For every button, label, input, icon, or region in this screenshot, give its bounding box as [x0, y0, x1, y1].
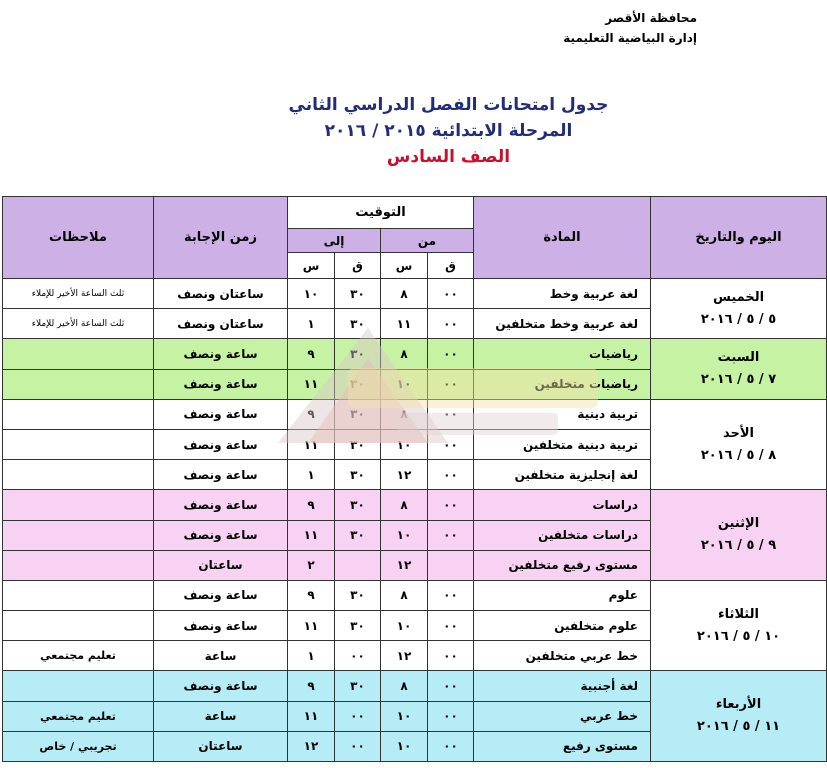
header-subject: المادة — [474, 197, 651, 279]
to-hour-cell: ٩ — [288, 339, 335, 369]
header-from-hour: س — [381, 253, 428, 279]
day-name: الخميس — [712, 289, 765, 305]
from-minute-cell: ٠٠ — [428, 279, 474, 309]
to-minute-cell: ٣٠ — [335, 611, 381, 641]
from-minute-cell: ٠٠ — [428, 731, 474, 761]
from-hour-cell: ١٢ — [381, 641, 428, 671]
from-minute-cell: ٠٠ — [428, 490, 474, 520]
header-from: من — [381, 229, 474, 253]
title-line-3: الصف السادس — [386, 147, 511, 167]
header-from-minute: ق — [428, 253, 474, 279]
subject-cell: تربية دينية متخلفين — [474, 429, 651, 459]
notes-cell — [3, 611, 154, 641]
notes-cell — [3, 520, 154, 550]
notes-cell — [3, 460, 154, 490]
notes-cell: تعليم مجتمعي — [3, 701, 154, 731]
header-answer-time: زمن الإجابة — [154, 197, 288, 279]
to-hour-cell: ٩ — [288, 490, 335, 520]
governorate-label: محافظة الأقصر — [605, 11, 697, 25]
day-date: ٩ / ٥ / ٢٠١٦ — [700, 538, 777, 554]
day-name: الثلاثاء — [718, 606, 759, 622]
to-minute-cell: ٠٠ — [335, 731, 381, 761]
notes-cell: ثلث الساعة الأخير للإملاء — [3, 309, 154, 339]
to-minute-cell: ٣٠ — [335, 369, 381, 399]
from-hour-cell: ١٠ — [381, 429, 428, 459]
from-hour-cell: ٨ — [381, 580, 428, 610]
to-minute-cell — [335, 550, 381, 580]
day-date: ١٠ / ٥ / ٢٠١٦ — [696, 628, 781, 644]
notes-cell — [3, 580, 154, 610]
from-hour-cell: ٨ — [381, 339, 428, 369]
subject-cell: لغة أجنبية — [474, 671, 651, 701]
to-hour-cell: ٩ — [288, 580, 335, 610]
to-minute-cell: ٣٠ — [335, 580, 381, 610]
to-minute-cell: ٣٠ — [335, 520, 381, 550]
from-hour-cell: ١٠ — [381, 701, 428, 731]
to-hour-cell: ١١ — [288, 701, 335, 731]
day-date-cell — [651, 671, 827, 762]
answer-time-cell: ساعة ونصف — [154, 490, 288, 520]
subject-cell: لغة إنجليزية متخلفين — [474, 460, 651, 490]
subject-cell: رياضيات — [474, 339, 651, 369]
from-minute-cell: ٠٠ — [428, 460, 474, 490]
title-line-1: جدول امتحانات الفصل الدراسي الثاني — [288, 95, 609, 115]
from-hour-cell: ٨ — [381, 490, 428, 520]
to-minute-cell: ٣٠ — [335, 490, 381, 520]
subject-cell: دراسات متخلفين — [474, 520, 651, 550]
from-minute-cell: ٠٠ — [428, 701, 474, 731]
table-row — [3, 490, 827, 520]
to-hour-cell: ١٢ — [288, 731, 335, 761]
notes-cell: تعليم مجتمعي — [3, 641, 154, 671]
to-minute-cell: ٠٠ — [335, 701, 381, 731]
day-date-cell — [651, 580, 827, 671]
from-minute-cell — [428, 550, 474, 580]
notes-cell — [3, 490, 154, 520]
to-minute-cell: ٠٠ — [335, 641, 381, 671]
table-row — [3, 671, 827, 701]
day-date: ٥ / ٥ / ٢٠١٦ — [700, 311, 777, 327]
subject-cell: لغة عربية وخط متخلفين — [474, 309, 651, 339]
day-date-cell — [651, 279, 827, 339]
from-hour-cell: ١٠ — [381, 520, 428, 550]
from-minute-cell: ٠٠ — [428, 520, 474, 550]
subject-cell: مستوى رفيع — [474, 731, 651, 761]
header-to: إلى — [288, 229, 381, 253]
to-hour-cell: ١٠ — [288, 279, 335, 309]
to-hour-cell: ١١ — [288, 611, 335, 641]
header-timing: التوقيت — [288, 197, 474, 229]
exam-schedule-table — [2, 196, 827, 762]
day-name: الأربعاء — [715, 697, 762, 713]
header-to-minute: ق — [335, 253, 381, 279]
answer-time-cell: ساعة ونصف — [154, 460, 288, 490]
from-hour-cell: ٨ — [381, 279, 428, 309]
to-hour-cell: ١ — [288, 309, 335, 339]
answer-time-cell: ساعتان ونصف — [154, 279, 288, 309]
table-row — [3, 580, 827, 610]
from-hour-cell: ١٢ — [381, 550, 428, 580]
notes-cell: ثلث الساعة الأخير للإملاء — [3, 279, 154, 309]
to-hour-cell: ١١ — [288, 369, 335, 399]
answer-time-cell: ساعة ونصف — [154, 580, 288, 610]
from-minute-cell: ٠٠ — [428, 671, 474, 701]
table-row — [3, 399, 827, 429]
from-hour-cell: ١١ — [381, 309, 428, 339]
to-minute-cell: ٣٠ — [335, 460, 381, 490]
day-date: ٨ / ٥ / ٢٠١٦ — [700, 447, 777, 463]
notes-cell — [3, 399, 154, 429]
from-hour-cell: ٨ — [381, 399, 428, 429]
subject-cell: خط عربي — [474, 701, 651, 731]
from-hour-cell: ١٢ — [381, 460, 428, 490]
from-minute-cell: ٠٠ — [428, 429, 474, 459]
title-line-2: المرحلة الابتدائية ٢٠١٥ / ٢٠١٦ — [324, 121, 573, 141]
to-minute-cell: ٣٠ — [335, 309, 381, 339]
notes-cell — [3, 429, 154, 459]
from-minute-cell: ٠٠ — [428, 339, 474, 369]
notes-cell — [3, 369, 154, 399]
to-hour-cell: ٩ — [288, 399, 335, 429]
to-hour-cell: ١١ — [288, 520, 335, 550]
header-to-hour: س — [288, 253, 335, 279]
subject-cell: علوم — [474, 580, 651, 610]
schedule-body — [3, 279, 827, 762]
table-row — [3, 279, 827, 309]
from-hour-cell: ٨ — [381, 671, 428, 701]
from-minute-cell: ٠٠ — [428, 369, 474, 399]
subject-cell: لغة عربية وخط — [474, 279, 651, 309]
answer-time-cell: ساعتان — [154, 731, 288, 761]
answer-time-cell: ساعة ونصف — [154, 671, 288, 701]
answer-time-cell: ساعة ونصف — [154, 611, 288, 641]
from-hour-cell: ١٠ — [381, 369, 428, 399]
to-hour-cell: ٢ — [288, 550, 335, 580]
answer-time-cell: ساعة ونصف — [154, 369, 288, 399]
from-hour-cell: ١٠ — [381, 611, 428, 641]
from-hour-cell: ١٠ — [381, 731, 428, 761]
subject-cell: تربية دينية — [474, 399, 651, 429]
from-minute-cell: ٠٠ — [428, 309, 474, 339]
answer-time-cell: ساعة — [154, 641, 288, 671]
to-minute-cell: ٣٠ — [335, 671, 381, 701]
header-notes: ملاحظات — [3, 197, 154, 279]
title-block — [0, 92, 827, 170]
to-minute-cell: ٣٠ — [335, 399, 381, 429]
day-name: الأحد — [722, 425, 754, 441]
notes-cell: تجريبي / خاص — [3, 731, 154, 761]
notes-cell — [3, 671, 154, 701]
header-day-date: اليوم والتاريخ — [651, 197, 827, 279]
answer-time-cell: ساعة ونصف — [154, 339, 288, 369]
subject-cell: دراسات — [474, 490, 651, 520]
day-name: الإثنين — [717, 516, 760, 532]
to-hour-cell: ١ — [288, 460, 335, 490]
answer-time-cell: ساعتان — [154, 550, 288, 580]
notes-cell — [3, 339, 154, 369]
day-date: ١١ / ٥ / ٢٠١٦ — [696, 719, 781, 735]
day-date: ٧ / ٥ / ٢٠١٦ — [700, 372, 777, 388]
header-block — [563, 8, 697, 48]
answer-time-cell: ساعة ونصف — [154, 520, 288, 550]
to-hour-cell: ١١ — [288, 429, 335, 459]
subject-cell: رياضيات متخلفين — [474, 369, 651, 399]
to-minute-cell: ٣٠ — [335, 339, 381, 369]
day-date-cell — [651, 490, 827, 581]
from-minute-cell: ٠٠ — [428, 611, 474, 641]
from-minute-cell: ٠٠ — [428, 399, 474, 429]
to-minute-cell: ٣٠ — [335, 279, 381, 309]
notes-cell — [3, 550, 154, 580]
from-minute-cell: ٠٠ — [428, 580, 474, 610]
table-row — [3, 339, 827, 369]
to-hour-cell: ٩ — [288, 671, 335, 701]
subject-cell: مستوى رفيع متخلفين — [474, 550, 651, 580]
answer-time-cell: ساعة ونصف — [154, 429, 288, 459]
subject-cell: خط عربي متخلفين — [474, 641, 651, 671]
day-date-cell — [651, 399, 827, 490]
to-hour-cell: ١ — [288, 641, 335, 671]
answer-time-cell: ساعتان ونصف — [154, 309, 288, 339]
day-date-cell — [651, 339, 827, 399]
to-minute-cell: ٣٠ — [335, 429, 381, 459]
administration-label: إدارة البياضية التعليمية — [563, 31, 697, 45]
answer-time-cell: ساعة — [154, 701, 288, 731]
answer-time-cell: ساعة ونصف — [154, 399, 288, 429]
day-name: السبت — [717, 350, 760, 366]
from-minute-cell: ٠٠ — [428, 641, 474, 671]
subject-cell: علوم متخلفين — [474, 611, 651, 641]
